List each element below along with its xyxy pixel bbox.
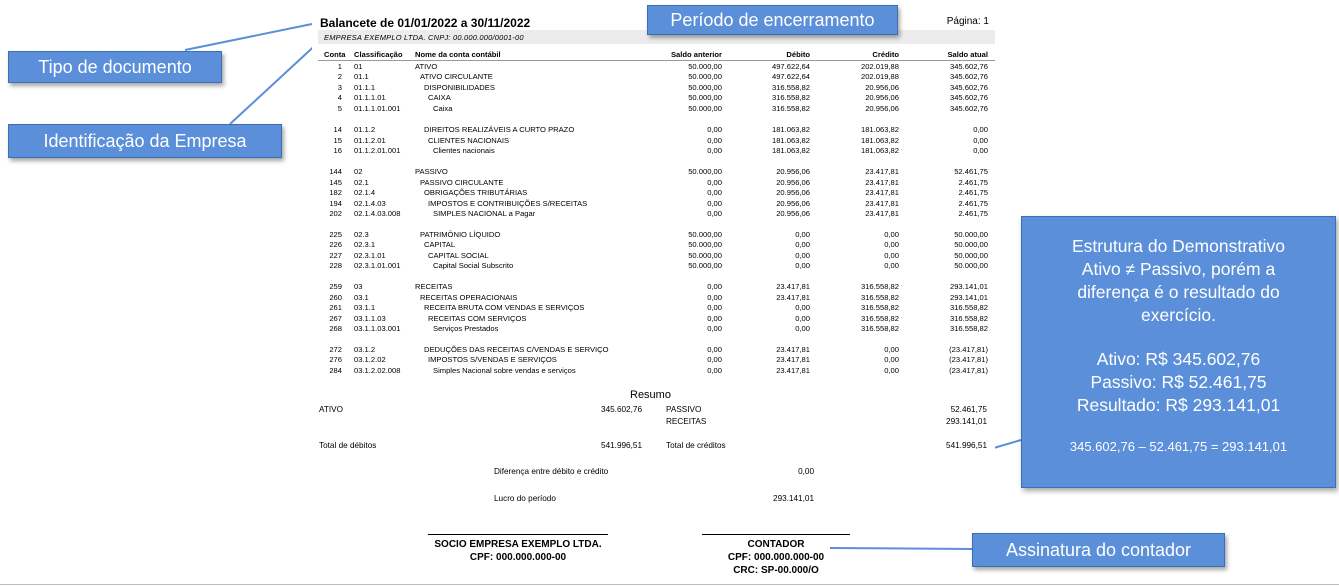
cell-classificacao: 02 [354, 167, 363, 176]
cell-saldo-atual: 345.602,76 [949, 93, 988, 102]
total-debitos-value: 541.996,51 [601, 441, 642, 450]
cell-debito: 23.417,81 [776, 293, 810, 302]
cell-saldo-anterior: 50.000,00 [688, 167, 722, 176]
contador-cpf: CPF: 000.000.000-00 [727, 552, 825, 563]
resumo-title: Resumo [630, 389, 671, 401]
cell-saldo-atual: 316.558,82 [949, 314, 988, 323]
resumo-ativo-label: ATIVO [319, 405, 343, 414]
cell-credito: 0,00 [884, 345, 899, 354]
cell-nome: CAPITAL SOCIAL [428, 251, 489, 260]
document-title: Balancete de 01/01/2022 a 30/11/2022 [320, 16, 531, 30]
cell-saldo-anterior: 50.000,00 [688, 93, 722, 102]
cell-credito: 181.063,82 [860, 146, 899, 155]
cell-nome: PATRIMÔNIO LÍQUIDO [420, 230, 501, 239]
cell-saldo-atual: 2.461,75 [958, 178, 988, 187]
cell-debito: 181.063,82 [771, 146, 810, 155]
cell-credito: 202.019,88 [860, 62, 899, 71]
cell-debito: 0,00 [795, 251, 810, 260]
cell-saldo-anterior: 50.000,00 [688, 251, 722, 260]
socio-cpf: CPF: 000.000.000-00 [469, 552, 567, 563]
cell-classificacao: 03.1.1 [354, 303, 376, 312]
socio-signature [418, 538, 618, 564]
bottom-border [0, 584, 1339, 585]
cell-conta: 182 [329, 188, 342, 197]
cell-debito: 0,00 [795, 303, 810, 312]
cell-saldo-atual: 2.461,75 [958, 188, 988, 197]
diferenca-value: 0,00 [798, 467, 814, 476]
cell-conta: 272 [329, 345, 342, 354]
cell-conta: 202 [329, 209, 342, 218]
lucro-label: Lucro do período [494, 494, 556, 503]
cell-nome: CLIENTES NACIONAIS [428, 136, 510, 145]
balancete-document [312, 10, 995, 510]
cell-saldo-atual: 345.602,76 [949, 72, 988, 81]
cell-saldo-atual: 0,00 [973, 136, 988, 145]
cell-classificacao: 02.1 [354, 178, 369, 187]
page-number: Página: 1 [946, 16, 989, 27]
cell-conta: 1 [337, 62, 342, 71]
cell-saldo-anterior: 0,00 [707, 178, 722, 187]
cell-credito: 20.956,06 [865, 83, 899, 92]
cell-nome: CAPITAL [424, 240, 456, 249]
cell-saldo-atual: 345.602,76 [949, 62, 988, 71]
cell-conta: 4 [337, 93, 342, 102]
cell-debito: 20.956,06 [776, 209, 810, 218]
estrutura-passivo: Passivo: R$ 52.461,75 [1090, 372, 1267, 392]
cell-classificacao: 03.1.1.03.001 [354, 324, 401, 333]
cell-nome: DEDUÇÕES DAS RECEITAS C/VENDAS E SERVIÇO [424, 345, 609, 354]
cell-saldo-atual: 316.558,82 [949, 303, 988, 312]
cell-saldo-anterior: 0,00 [707, 314, 722, 323]
cell-credito: 202.019,88 [860, 72, 899, 81]
cell-nome: CAIXA [428, 93, 451, 102]
cell-saldo-atual: 293.141,01 [949, 293, 988, 302]
cell-credito: 20.956,06 [865, 104, 899, 113]
contador-signature [696, 538, 856, 577]
cell-credito: 23.417,81 [865, 167, 899, 176]
cell-debito: 181.063,82 [771, 136, 810, 145]
cell-credito: 181.063,82 [860, 136, 899, 145]
cell-saldo-anterior: 50.000,00 [688, 62, 722, 71]
cell-debito: 316.558,82 [771, 93, 810, 102]
cell-saldo-atual: 0,00 [973, 125, 988, 134]
cell-saldo-anterior: 0,00 [707, 324, 722, 333]
cell-nome: Caixa [433, 104, 453, 113]
cell-saldo-anterior: 50.000,00 [688, 240, 722, 249]
cell-saldo-atual: 293.141,01 [949, 282, 988, 291]
header-debito: Débito [786, 50, 810, 59]
cell-nome: RECEITAS COM SERVIÇOS [428, 314, 527, 323]
cell-saldo-atual: 2.461,75 [958, 199, 988, 208]
cell-saldo-anterior: 0,00 [707, 345, 722, 354]
cell-saldo-anterior: 0,00 [707, 188, 722, 197]
cell-classificacao: 01.1.1.01 [354, 93, 386, 102]
cell-debito: 316.558,82 [771, 83, 810, 92]
cell-credito: 0,00 [884, 240, 899, 249]
cell-saldo-atual: (23.417,81) [949, 355, 988, 364]
cell-classificacao: 02.3.1.01.001 [354, 261, 401, 270]
cell-saldo-anterior: 50.000,00 [688, 104, 722, 113]
contador-signature-line [702, 534, 850, 535]
header-saldo-atual: Saldo atual [947, 50, 988, 59]
cell-conta: 276 [329, 355, 342, 364]
cell-saldo-atual: 2.461,75 [958, 209, 988, 218]
cell-saldo-atual: 0,00 [973, 146, 988, 155]
cell-credito: 23.417,81 [865, 209, 899, 218]
cell-credito: 20.956,06 [865, 93, 899, 102]
cell-classificacao: 03.1.2.02.008 [354, 366, 401, 375]
cell-debito: 0,00 [795, 261, 810, 270]
cell-saldo-anterior: 0,00 [707, 209, 722, 218]
cell-classificacao: 01.1.1 [354, 83, 376, 92]
resumo-receitas-value: 293.141,01 [946, 417, 987, 426]
cell-credito: 0,00 [884, 230, 899, 239]
header-conta: Conta [324, 50, 346, 59]
cell-debito: 0,00 [795, 314, 810, 323]
cell-conta: 261 [329, 303, 342, 312]
cell-saldo-anterior: 50.000,00 [688, 261, 722, 270]
connector-identificacao [230, 39, 322, 124]
cell-conta: 194 [329, 199, 342, 208]
cell-saldo-anterior: 50.000,00 [688, 230, 722, 239]
company-identification: EMPRESA EXEMPLO LTDA. CNPJ: 00.000.000/0001-00 [324, 33, 524, 42]
cell-classificacao: 01.1.2.01 [354, 136, 386, 145]
cell-classificacao: 01.1.2.01.001 [354, 146, 401, 155]
contador-crc: CRC: SP-00.000/O [733, 565, 819, 576]
cell-classificacao: 02.3.1.01 [354, 251, 386, 260]
cell-credito: 23.417,81 [865, 199, 899, 208]
cell-conta: 5 [337, 104, 342, 113]
cell-conta: 267 [329, 314, 342, 323]
header-credito: Crédito [872, 50, 899, 59]
cell-conta: 145 [329, 178, 342, 187]
cell-nome: RECEITAS OPERACIONAIS [420, 293, 518, 302]
cell-conta: 15 [333, 136, 342, 145]
cell-credito: 316.558,82 [860, 303, 899, 312]
cell-saldo-atual: 345.602,76 [949, 83, 988, 92]
cell-debito: 0,00 [795, 240, 810, 249]
header-rule [318, 60, 995, 61]
estrutura-ativo: Ativo: R$ 345.602,76 [1096, 349, 1261, 369]
cell-nome: DISPONIBILIDADES [424, 83, 495, 92]
cell-classificacao: 01.1 [354, 72, 369, 81]
cell-credito: 23.417,81 [865, 188, 899, 197]
cell-conta: 228 [329, 261, 342, 270]
estrutura-line-4: exercício. [1141, 305, 1216, 325]
cell-debito: 23.417,81 [776, 282, 810, 291]
cell-debito: 181.063,82 [771, 125, 810, 134]
cell-conta: 227 [329, 251, 342, 260]
cell-classificacao: 02.1.4 [354, 188, 376, 197]
cell-classificacao: 01 [354, 62, 363, 71]
cell-saldo-anterior: 0,00 [707, 136, 722, 145]
cell-credito: 0,00 [884, 251, 899, 260]
cell-saldo-anterior: 0,00 [707, 293, 722, 302]
cell-saldo-anterior: 0,00 [707, 146, 722, 155]
cell-saldo-atual: (23.417,81) [949, 345, 988, 354]
cell-classificacao: 03.1.2 [354, 345, 376, 354]
cell-nome: OBRIGAÇÕES TRIBUTÁRIAS [424, 188, 528, 197]
cell-saldo-anterior: 0,00 [707, 366, 722, 375]
cell-classificacao: 03 [354, 282, 363, 291]
cell-classificacao: 01.1.1.01.001 [354, 104, 401, 113]
cell-nome: RECEITAS [415, 282, 453, 291]
callout-assinatura-contador: Assinatura do contador [972, 533, 1225, 567]
cell-credito: 23.417,81 [865, 178, 899, 187]
cell-debito: 316.558,82 [771, 104, 810, 113]
header-nome: Nome da conta contábil [415, 50, 501, 59]
connector-tipo [185, 24, 312, 50]
cell-conta: 259 [329, 282, 342, 291]
cell-nome: PASSIVO [415, 167, 448, 176]
cell-nome: Capital Social Subscrito [433, 261, 514, 270]
cell-credito: 0,00 [884, 355, 899, 364]
cell-debito: 23.417,81 [776, 345, 810, 354]
resumo-passivo-value: 52.461,75 [950, 405, 987, 414]
cell-conta: 2 [337, 72, 342, 81]
cell-conta: 14 [333, 125, 342, 134]
cell-saldo-atual: (23.417,81) [949, 366, 988, 375]
cell-nome: ATIVO CIRCULANTE [420, 72, 493, 81]
cell-classificacao: 03.1 [354, 293, 369, 302]
cell-saldo-atual: 50.000,00 [954, 251, 988, 260]
estrutura-line-3: diferença é o resultado do [1077, 282, 1280, 302]
cell-conta: 3 [337, 83, 342, 92]
cell-saldo-anterior: 50.000,00 [688, 83, 722, 92]
cell-conta: 144 [329, 167, 342, 176]
cell-conta: 226 [329, 240, 342, 249]
socio-name: SOCIO EMPRESA EXEMPLO LTDA. [434, 539, 602, 550]
cell-debito: 20.956,06 [776, 178, 810, 187]
cell-classificacao: 02.1.4.03 [354, 199, 386, 208]
cell-saldo-anterior: 0,00 [707, 355, 722, 364]
cell-credito: 181.063,82 [860, 125, 899, 134]
cell-debito: 0,00 [795, 230, 810, 239]
cell-saldo-atual: 50.000,00 [954, 261, 988, 270]
cell-credito: 0,00 [884, 366, 899, 375]
contador-name: CONTADOR [747, 539, 805, 550]
resumo-passivo-label: PASSIVO [666, 405, 702, 414]
estrutura-line-1: Estrutura do Demonstrativo [1071, 236, 1285, 256]
cell-debito: 23.417,81 [776, 355, 810, 364]
cell-conta: 260 [329, 293, 342, 302]
cell-nome: RECEITA BRUTA COM VENDAS E SERVIÇOS [424, 303, 585, 312]
cell-classificacao: 02.1.4.03.008 [354, 209, 401, 218]
estrutura-resultado: Resultado: R$ 293.141,01 [1076, 395, 1281, 415]
cell-credito: 0,00 [884, 261, 899, 270]
cell-saldo-anterior: 0,00 [707, 282, 722, 291]
diferenca-label: Diferença entre débito e crédito [494, 467, 609, 476]
cell-debito: 497.622,64 [771, 72, 810, 81]
resumo-ativo-value: 345.602,76 [601, 405, 642, 414]
cell-conta: 225 [329, 230, 342, 239]
cell-debito: 497.622,64 [771, 62, 810, 71]
cell-credito: 316.558,82 [860, 282, 899, 291]
estrutura-formula: 345.602,76 – 52.461,75 = 293.141,01 [1069, 439, 1288, 454]
cell-debito: 20.956,06 [776, 167, 810, 176]
cell-credito: 316.558,82 [860, 324, 899, 333]
cell-credito: 316.558,82 [860, 314, 899, 323]
cell-debito: 0,00 [795, 324, 810, 333]
total-debitos-label: Total de débitos [319, 441, 377, 450]
cell-nome: IMPOSTOS S/VENDAS E SERVIÇOS [428, 355, 557, 364]
lucro-value: 293.141,01 [773, 494, 814, 503]
cell-saldo-atual: 50.000,00 [954, 240, 988, 249]
cell-debito: 23.417,81 [776, 366, 810, 375]
cell-nome: Simples Nacional sobre vendas e serviços [433, 366, 576, 375]
cell-nome: DIREITOS REALIZÁVEIS A CURTO PRAZO [424, 125, 575, 134]
callout-identificacao-empresa: Identificação da Empresa [8, 124, 282, 158]
total-creditos-value: 541.996,51 [946, 441, 987, 450]
cell-conta: 284 [329, 366, 342, 375]
socio-signature-line [428, 534, 608, 535]
cell-saldo-atual: 345.602,76 [949, 104, 988, 113]
cell-saldo-atual: 52.461,75 [954, 167, 988, 176]
cell-saldo-atual: 50.000,00 [954, 230, 988, 239]
callout-estrutura [1021, 216, 1336, 488]
cell-nome: SIMPLES NACIONAL a Pagar [433, 209, 536, 218]
cell-conta: 268 [329, 324, 342, 333]
cell-classificacao: 03.1.2.02 [354, 355, 386, 364]
cell-classificacao: 02.3 [354, 230, 369, 239]
cell-debito: 20.956,06 [776, 188, 810, 197]
cell-saldo-atual: 316.558,82 [949, 324, 988, 333]
cell-conta: 16 [333, 146, 342, 155]
resumo-receitas-label: RECEITAS [666, 417, 707, 426]
header-classificacao: Classificação [354, 50, 403, 59]
total-creditos-label: Total de créditos [666, 441, 726, 450]
cell-nome: Serviços Prestados [433, 324, 499, 333]
cell-classificacao: 03.1.1.03 [354, 314, 386, 323]
cell-saldo-anterior: 0,00 [707, 199, 722, 208]
callout-periodo: Período de encerramento [647, 5, 898, 35]
cell-saldo-anterior: 50.000,00 [688, 72, 722, 81]
cell-saldo-anterior: 0,00 [707, 125, 722, 134]
cell-classificacao: 02.3.1 [354, 240, 376, 249]
cell-credito: 316.558,82 [860, 293, 899, 302]
cell-nome: PASSIVO CIRCULANTE [420, 178, 504, 187]
cell-nome: Clientes nacionais [433, 146, 495, 155]
cell-debito: 20.956,06 [776, 199, 810, 208]
header-saldo-anterior: Saldo anterior [670, 50, 722, 59]
cell-classificacao: 01.1.2 [354, 125, 376, 134]
callout-tipo-documento: Tipo de documento [8, 51, 222, 83]
cell-nome: IMPOSTOS E CONTRIBUIÇÕES S/RECEITAS [428, 199, 588, 208]
cell-nome: ATIVO [415, 62, 438, 71]
estrutura-line-2: Ativo ≠ Passivo, porém a [1081, 259, 1276, 279]
cell-saldo-anterior: 0,00 [707, 303, 722, 312]
